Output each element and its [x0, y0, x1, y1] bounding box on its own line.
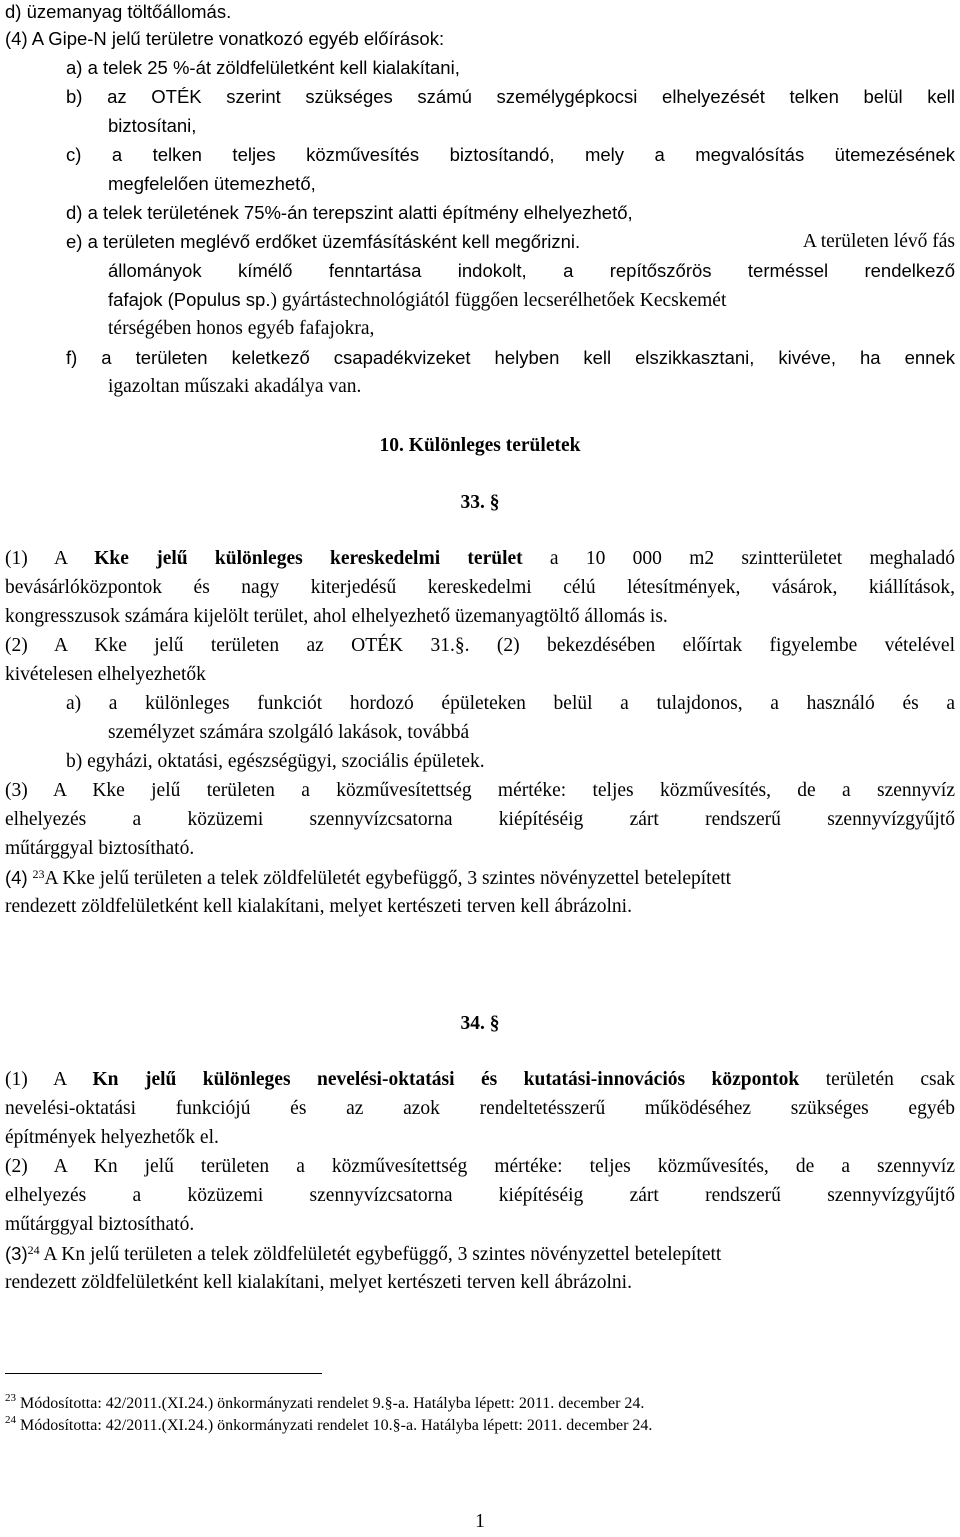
heading-text: 10. Különleges területek — [379, 435, 581, 456]
section-heading — [0, 434, 960, 458]
footnote-number: 23 — [5, 1392, 16, 1404]
paragraph-line: kivételesen elhelyezhetők — [5, 664, 206, 685]
paragraph-line: kongresszusok számára kijelölt terület, ahol elhelyezhető üzemanyagtöltő állomás is. — [5, 606, 668, 627]
text-span: e) a területen meglévő erdőket üzemfásításként kell megőrizni. — [66, 231, 581, 252]
paragraph: (2) A Kke jelű területen az OTÉK 31.§. (2) bekezdésében előírtak figyelembe vételével — [5, 635, 955, 656]
paragraph-line: rendezett zöldfelületként kell kialakítani, melyet kertészeti terven kell ábrázolni. — [5, 896, 632, 917]
list-item: f) a területen keletkező csapadékvizeket helyben kell elszikkasztani, kivéve, ha ennek — [66, 347, 955, 368]
text-line: d) üzemanyag töltőállomás. — [5, 1, 232, 22]
text-span: a 10 000 m2 szintterületet meghaladó — [522, 548, 955, 569]
paragraph-title-34 — [0, 1012, 960, 1036]
list-item: b) egyházi, oktatási, egészségügyi, szociális épületek. — [66, 751, 485, 772]
list-item: c) a telken teljes közművesítés biztosítandó, mely a megvalósítás ütemezésének — [66, 144, 955, 165]
list-item-continuation: megfelelően ütemezhető, — [108, 173, 316, 194]
paragraph: (3) A Kke jelű területen a közművesítettség mértéke: teljes közművesítés, de a szennyvíz — [5, 780, 955, 801]
paragraph-line: elhelyezés a közüzemi szennyvízcsatorna kiépítéséig zárt rendszerű szennyvízgyűjtő — [5, 809, 955, 830]
paragraph-line: elhelyezés a közüzemi szennyvízcsatorna kiépítéséig zárt rendszerű szennyvízgyűjtő — [5, 1185, 955, 1206]
paragraph-line: bevásárlóközpontok és nagy kiterjedésű kereskedelmi célú létesítmények, vásárok, kiállítások, — [5, 577, 955, 598]
paragraph — [5, 1242, 955, 1267]
text-span: ) gyártástechnológiától függően lecserélhetőek Kecskemét — [270, 290, 727, 311]
footnote — [5, 1394, 955, 1414]
paragraph — [5, 1068, 955, 1092]
paragraph — [5, 547, 955, 571]
text-span: A Kn jelű területen a telek zöldfelületét egybefüggő, 3 szintes növényzettel betelepített — [39, 1244, 722, 1265]
footnote-number: 24 — [5, 1414, 16, 1426]
list-item — [66, 230, 955, 255]
bold-term: Kn jelű különleges nevelési-oktatási és kutatási-innovációs központok — [92, 1069, 800, 1090]
paragraph-line: műtárggyal biztosítható. — [5, 838, 195, 859]
list-item: b) az OTÉK szerint szükséges számú személygépkocsi elhelyezését telken belül kell — [66, 86, 955, 107]
list-item: a) a különleges funkciót hordozó épületeken belül a tulajdonos, a használó és a — [66, 693, 955, 714]
text-line: (4) A Gipe-N jelű területre vonatkozó egyéb előírások: — [5, 28, 445, 49]
page-number: 1 — [475, 1511, 485, 1532]
bold-term: Kke jelű különleges kereskedelmi terület — [94, 548, 523, 569]
list-item-continuation: igazoltan műszaki akadálya van. — [108, 376, 362, 397]
paragraph-number: (4) — [5, 867, 28, 888]
list-item-continuation — [108, 288, 955, 313]
text-span: A Kke jelű területen a telek zöldfelületét egybefüggő, 3 szintes növényzettel betelepített — [44, 868, 732, 889]
paragraph-line: nevelési-oktatási funkciójú és az azok rendeltetésszerű működéséhez szükséges egyéb — [5, 1098, 955, 1119]
list-item: d) a telek területének 75%-án terepszint alatti építmény elhelyezhető, — [66, 202, 633, 223]
text-span: A területen lévő fás — [802, 231, 955, 252]
paragraph-number: (3) — [5, 1243, 28, 1264]
list-item-continuation: térségében honos egyéb fafajokra, — [108, 318, 375, 339]
text-span: (1) A — [5, 1069, 93, 1090]
title-text: 34. § — [460, 1013, 500, 1034]
list-item-continuation: személyzet számára szolgáló lakások, továbbá — [108, 722, 470, 743]
list-item-continuation: állományok kímélő fenntartása indokolt, a repítőszőrös terméssel rendelkező — [108, 260, 955, 281]
text-span: fafajok (Populus sp. — [108, 289, 271, 310]
paragraph-line: rendezett zöldfelületként kell kialakítani, melyet kertészeti terven kell ábrázolni. — [5, 1272, 632, 1293]
list-item-continuation: biztosítani, — [108, 115, 197, 136]
footnote-ref[interactable]: 24 — [27, 1243, 40, 1257]
paragraph-line: építmények helyezhetők el. — [5, 1127, 219, 1148]
footnote — [5, 1416, 955, 1436]
title-text: 33. § — [460, 492, 500, 513]
text-span: (1) A — [5, 548, 95, 569]
paragraph — [5, 866, 955, 891]
paragraph: (2) A Kn jelű területen a közművesítettség mértéke: teljes közművesítés, de a szennyvíz — [5, 1156, 955, 1177]
footnote-text: Módosította: 42/2011.(XI.24.) önkormányzati rendelet 10.§-a. Hatályba lépett: 2011. december 24. — [16, 1417, 653, 1434]
text-span: területén csak — [799, 1069, 955, 1090]
footnote-text: Módosította: 42/2011.(XI.24.) önkormányzati rendelet 9.§-a. Hatályba lépett: 2011. december 24. — [16, 1395, 645, 1412]
paragraph-line: műtárggyal biztosítható. — [5, 1214, 195, 1235]
footnote-separator — [5, 1373, 322, 1374]
paragraph-title-33 — [0, 491, 960, 515]
footnote-ref[interactable]: 23 — [32, 867, 45, 881]
list-item: a) a telek 25 %-át zöldfelületként kell kialakítani, — [66, 57, 460, 78]
